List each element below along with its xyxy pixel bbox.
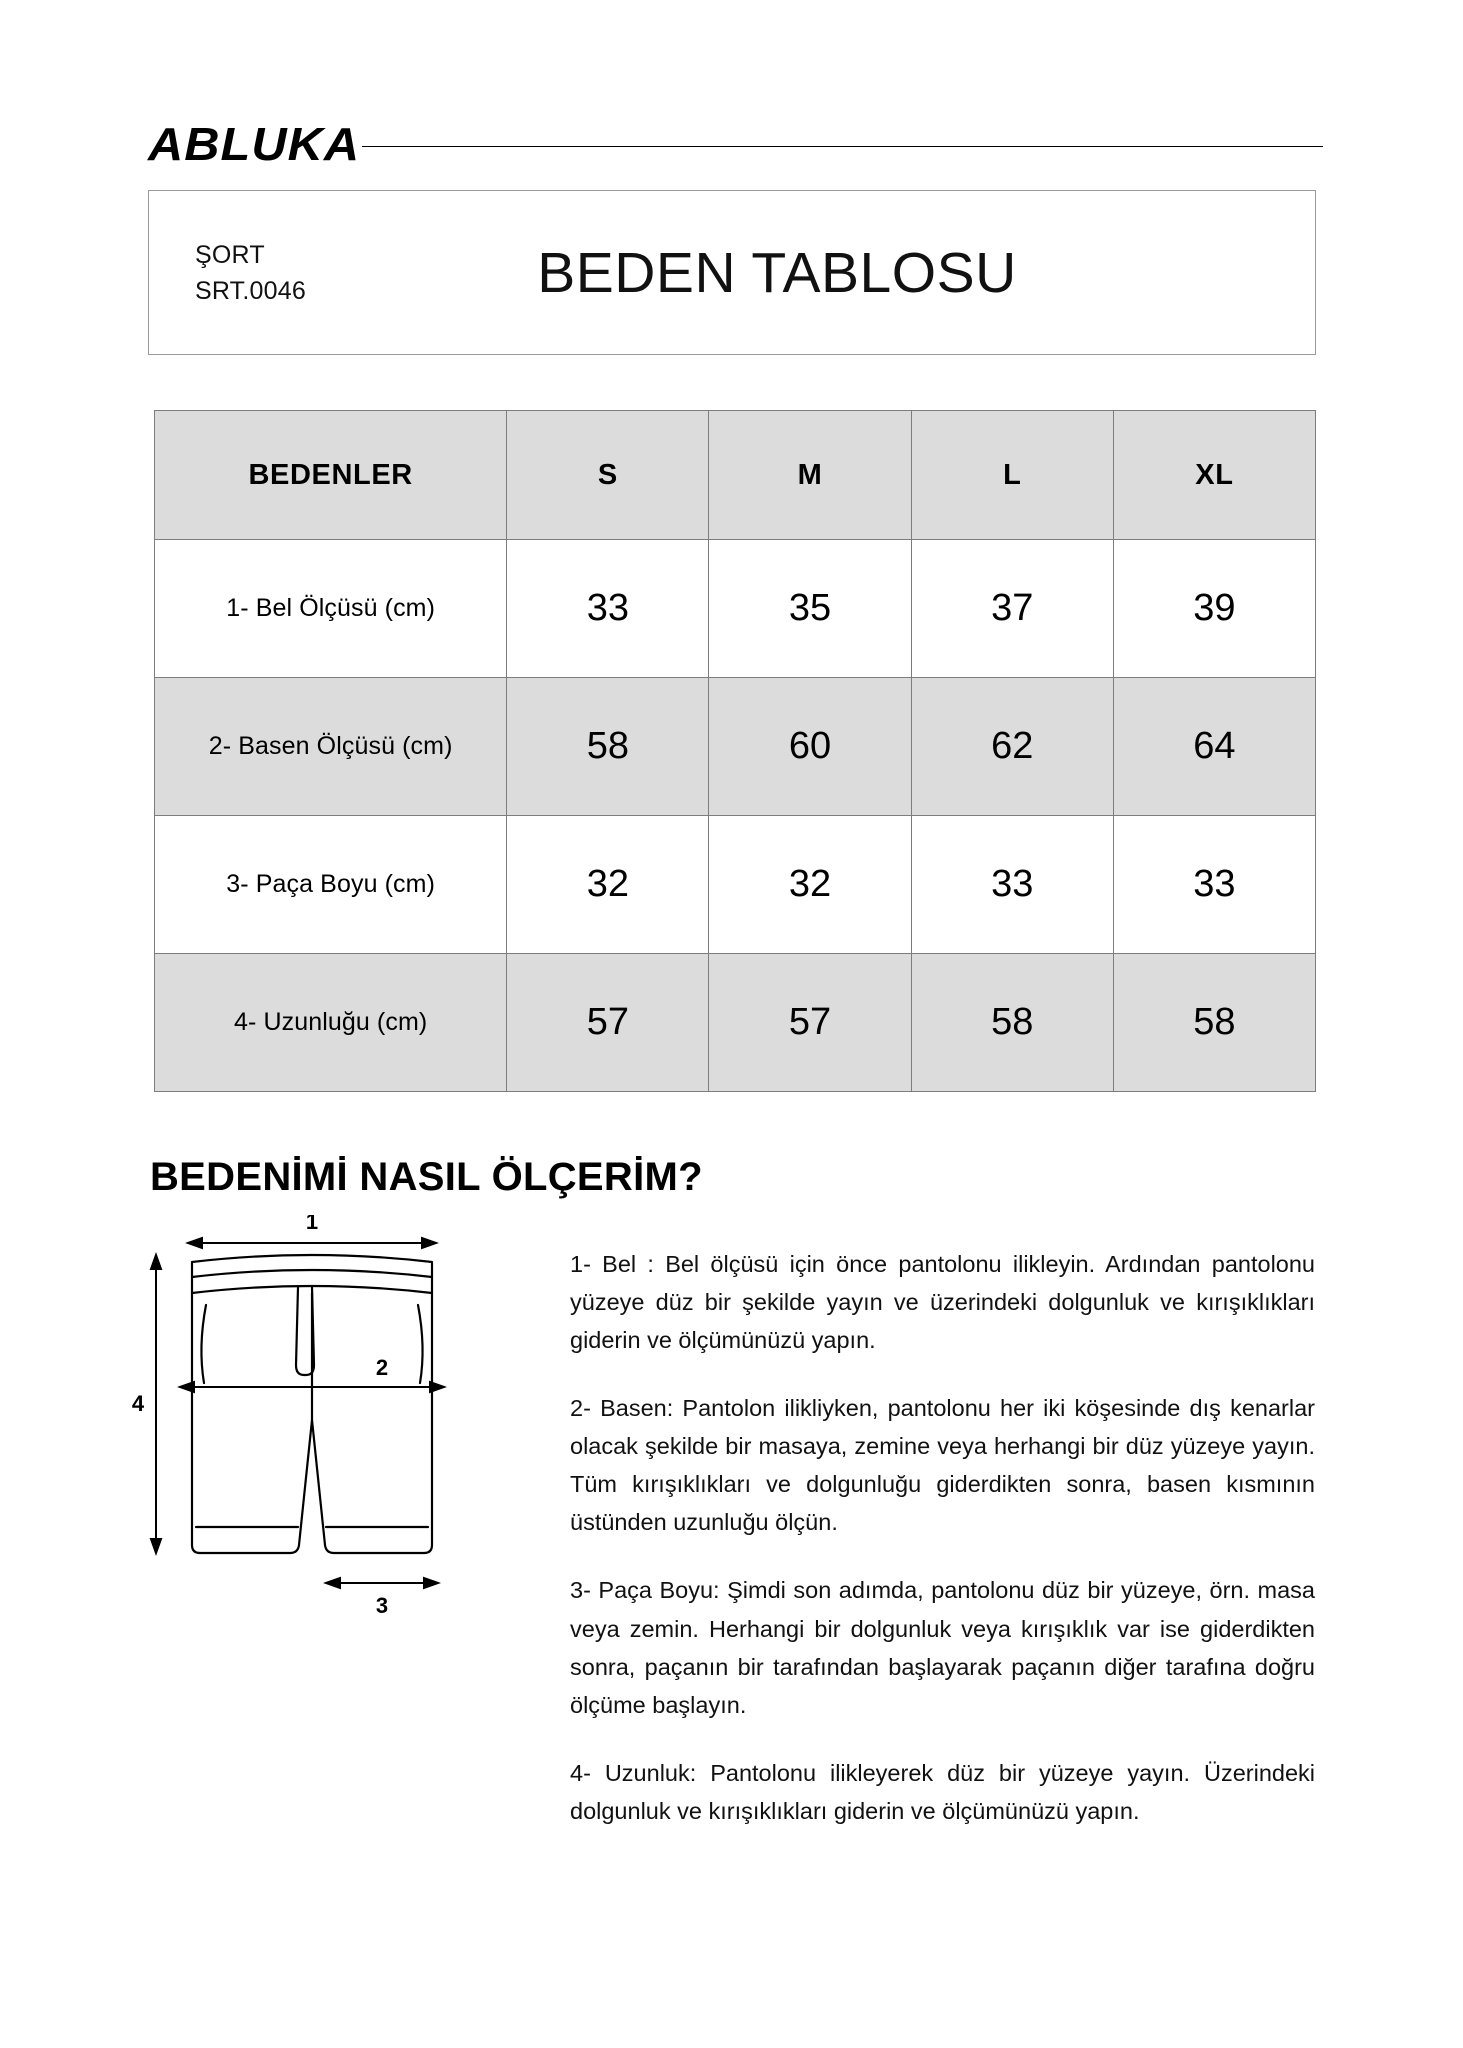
cell-waist-m: 35: [709, 540, 911, 678]
right-pocket: [418, 1305, 423, 1383]
dimension-label-hip: 2: [375, 1355, 389, 1380]
length-arrow-bottom: [151, 1539, 161, 1553]
length-arrow-top: [151, 1255, 161, 1269]
cell-hip-l: 62: [911, 678, 1113, 816]
brand-header: [148, 120, 1323, 168]
table-row: [155, 678, 1316, 816]
table-header-size-xl: XL: [1113, 411, 1315, 540]
howto-heading: BEDENİMİ NASIL ÖLÇERİM?: [150, 1155, 703, 1199]
page-title: BEDEN TABLOSU: [537, 240, 1017, 305]
waistband-line: [192, 1270, 432, 1277]
row-label-leg-opening: 3- Paça Boyu (cm): [155, 816, 507, 954]
table-header-bedenler: BEDENLER: [155, 411, 507, 540]
instruction-step-1: 1- Bel : Bel ölçüsü için önce pantolonu ilikleyin. Ardından pantolonu yüzeye düz bir şekilde yayın ve üzerindeki dolgunluk ve kırışıklıkları giderin ve ölçümünüzü yapın.: [570, 1251, 1315, 1354]
table-header-size-s: S: [507, 411, 709, 540]
table-header-row: [155, 411, 1316, 540]
waist-arrow-left: [188, 1238, 202, 1248]
measuring-instructions: [570, 1245, 1315, 1830]
cell-hip-xl: 64: [1113, 678, 1315, 816]
cell-leg-l: 33: [911, 816, 1113, 954]
instruction-step-4: 4- Uzunluk: Pantolonu ilikleyerek düz bir yüzeye yayın. Üzerindeki dolgunluk ve kırışıklıkları giderin ve ölçümünüzü yapın.: [570, 1759, 1315, 1824]
table-row: [155, 540, 1316, 678]
cell-hip-s: 58: [507, 678, 709, 816]
cell-leg-s: 32: [507, 816, 709, 954]
left-pocket: [201, 1305, 206, 1383]
hip-arrow-left: [180, 1382, 194, 1392]
leg-arrow-right: [424, 1578, 438, 1588]
cell-leg-m: 32: [709, 816, 911, 954]
cell-waist-l: 37: [911, 540, 1113, 678]
product-code: SRT.0046: [195, 276, 306, 305]
dimension-label-waist: 1: [305, 1215, 319, 1234]
row-label-length: 4- Uzunluğu (cm): [155, 954, 507, 1092]
shorts-diagram-svg: [130, 1215, 550, 1655]
instruction-step-3: 3- Paça Boyu: Şimdi son adımda, pantolonu düz bir yüzeye, örn. masa veya zemin. Herhangi bir dolgunluk veya kırışıklık var ise giderdikten sonra, paçanın bir tarafından başlayarak paçanın diğer tarafına doğru ölçüme başlayın.: [570, 1577, 1315, 1718]
row-label-waist: 1- Bel Ölçüsü (cm): [155, 540, 507, 678]
product-meta: [195, 236, 306, 309]
cell-length-xl: 58: [1113, 954, 1315, 1092]
dimension-label-leg-opening: 3: [375, 1593, 389, 1618]
instruction-step-2: 2- Basen: Pantolon ilikliyken, pantolonu her iki köşesinde dış kenarlar olacak şekilde bir masaya, zemine veya herhangi bir düz yüzeye yayın. Tüm kırışıklıkları ve dolgunluğu giderdikten sonra, basen kısmının üstünden uzunluğu ölçün.: [570, 1395, 1315, 1536]
waist-arrow-right: [422, 1238, 436, 1248]
hip-arrow-right: [430, 1382, 444, 1392]
size-table: [154, 410, 1316, 1092]
table-row: [155, 954, 1316, 1092]
brand-logo: ABLUKA: [148, 118, 361, 170]
table-header-size-l: L: [911, 411, 1113, 540]
cell-length-m: 57: [709, 954, 911, 1092]
shorts-diagram: [130, 1215, 550, 1655]
leg-arrow-left: [326, 1578, 340, 1588]
row-label-hip: 2- Basen Ölçüsü (cm): [155, 678, 507, 816]
cell-hip-m: 60: [709, 678, 911, 816]
table-header-size-m: M: [709, 411, 911, 540]
cell-leg-xl: 33: [1113, 816, 1315, 954]
table-row: [155, 816, 1316, 954]
cell-length-l: 58: [911, 954, 1113, 1092]
dimension-label-length: 4: [131, 1391, 145, 1416]
cell-waist-xl: 39: [1113, 540, 1315, 678]
title-box: [148, 190, 1316, 355]
header-divider-line: [362, 146, 1323, 147]
product-type: ŞORT: [195, 240, 265, 269]
cell-length-s: 57: [507, 954, 709, 1092]
cell-waist-s: 33: [507, 540, 709, 678]
